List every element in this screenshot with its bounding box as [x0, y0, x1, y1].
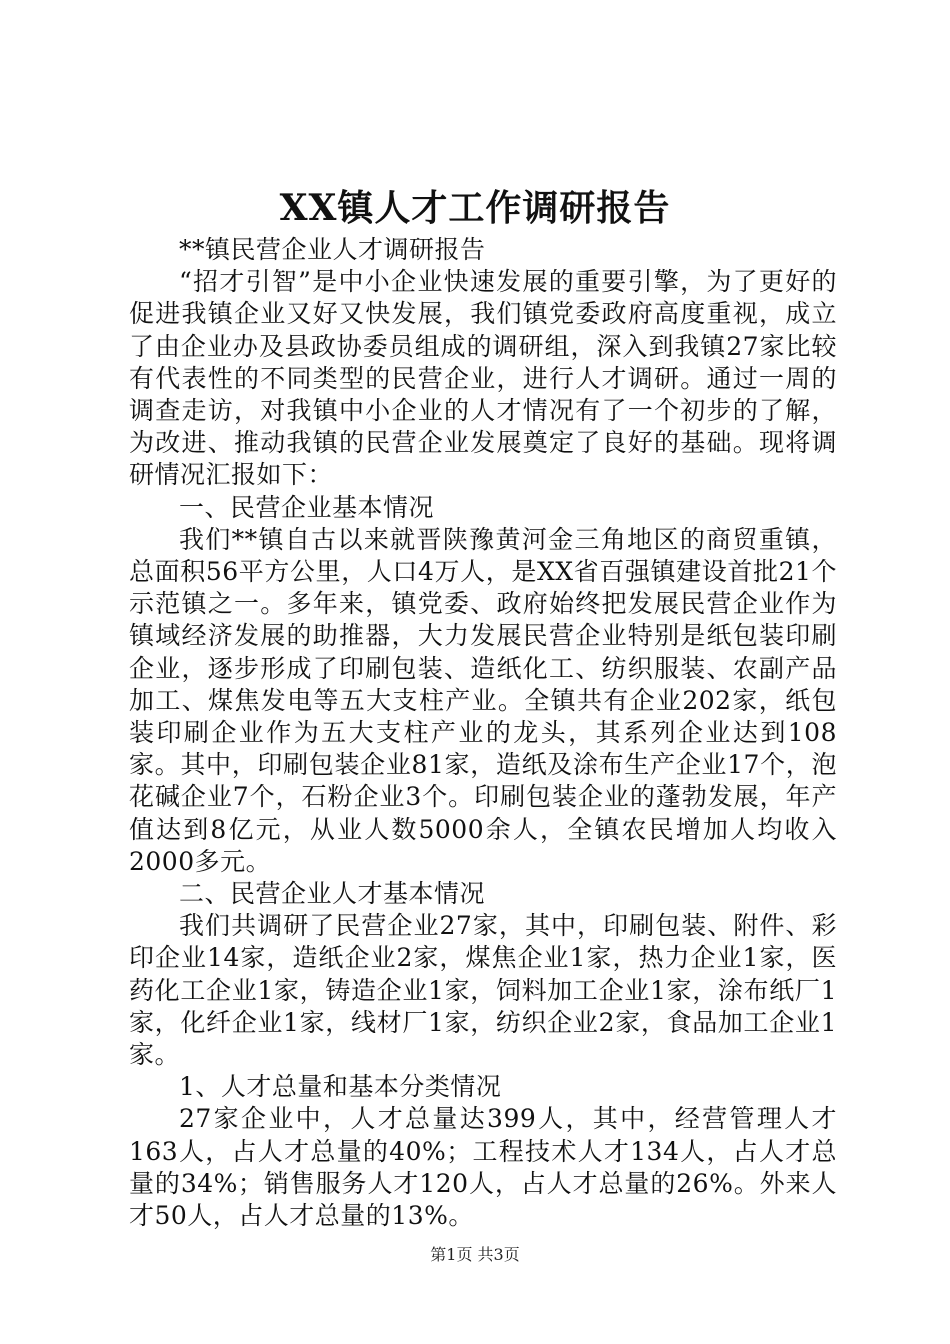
document-body: [129, 234, 837, 1232]
section-2-paragraph: 我们共调研了民营企业27家，其中，印刷包装、附件、彩印企业14家，造纸企业2家，煤焦企业1家，热力企业1家，医药化工企业1家，铸造企业1家，饲料加工企业1家，涂布纸厂1家，化纤企业1家，线材厂1家，纺织企业2家，食品加工企业1家。: [129, 911, 837, 1070]
section-1-paragraph: 我们**镇自古以来就晋陕豫黄河金三角地区的商贸重镇，总面积56平方公里，人口4万人，是XX省百强镇建设首批21个示范镇之一。多年来，镇党委、政府始终把发展民营企业作为镇域经济发展的助推器，大力发展民营企业特别是纸包装印刷企业，逐步形成了印刷包装、造纸化工、纺织服装、农副产品加工、煤焦发电等五大支柱产业。全镇共有企业202家，纸包装印刷企业作为五大支柱产业的龙头，其系列企业达到108家。其中，印刷包装企业81家，造纸及涂布生产企业17个，泡花碱企业7个，石粉企业3个。印刷包装企业的蓬勃发展，年产值达到8亿元，从业人数5000余人，全镇农民增加人均收入2000多元。: [129, 524, 837, 876]
subtitle-paragraph: **镇民营企业人才调研报告: [179, 235, 486, 264]
page-footer: 第1页 共3页: [430, 1245, 520, 1264]
subsection-1-paragraph: 27家企业中，人才总量达399人，其中，经营管理人才163人，占人才总量的40%；工程技术人才134人，占人才总量的34%；销售服务人才120人，占人才总量的26%。外来人才50人，占人才总量的13%。: [129, 1104, 837, 1231]
section-heading-1: 一、民营企业基本情况: [179, 492, 435, 522]
intro-paragraph: “招才引智”是中小企业快速发展的重要引擎，为了更好的促进我镇企业又好又快发展，我们镇党委政府高度重视，成立了由企业办及县政协委员组成的调研组，深入到我镇27家比较有代表性的不同类型的民营企业，进行人才调研。通过一周的调查走访，对我镇中小企业的人才情况有了一个初步的了解，为改进、推动我镇的民营企业发展奠定了良好的基础。现将调研情况汇报如下：: [129, 267, 837, 490]
subsection-heading-1: 1、人才总量和基本分类情况: [179, 1072, 502, 1102]
section-heading-2: 二、民营企业人才基本情况: [179, 879, 486, 909]
document-title: XX镇人才工作调研报告: [279, 187, 671, 229]
